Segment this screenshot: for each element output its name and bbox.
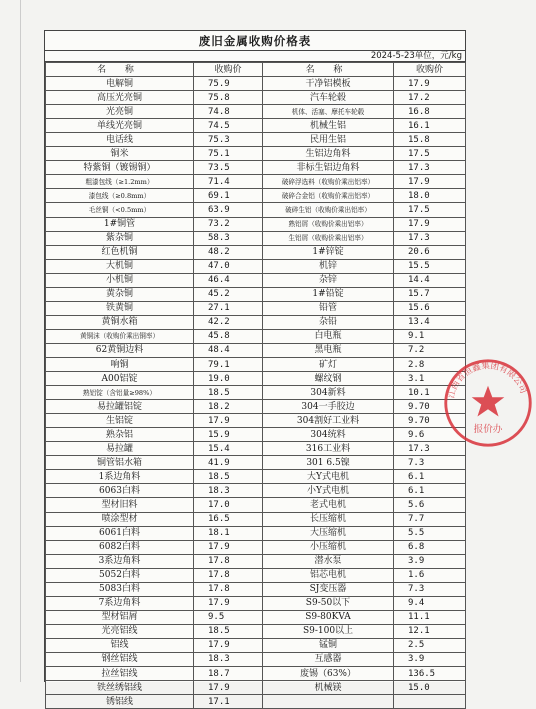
item-price-right: 15.7 [394,287,466,301]
table-row [46,624,466,638]
item-name-left: 6061白料 [46,526,194,540]
item-name-left: 高压光亮铜 [46,91,194,105]
item-name-left: 光亮铜 [46,105,194,119]
item-name-left: 毛丝铜（<0.5mm） [46,203,194,217]
item-price-right [394,695,466,709]
item-name-right: 矿灯 [263,357,394,371]
item-name-right: 熟铝屑（收购价乘出铝率） [263,217,394,231]
date-unit-line: 2024-5-23单位，元/kg [45,51,465,62]
item-name-right: 304割好工业料 [263,414,394,428]
item-name-right: S9-100以上 [263,624,394,638]
item-price-left: 45.2 [194,287,263,301]
item-price-left: 18.5 [194,624,263,638]
table-row [46,470,466,484]
item-name-left: 小机铜 [46,273,194,287]
item-price-left: 17.8 [194,554,263,568]
item-price-left: 17.9 [194,638,263,652]
item-price-left: 58.3 [194,231,263,245]
item-price-right: 2.8 [394,357,466,371]
item-name-left: 黄铜水箱 [46,315,194,329]
item-price-right: 17.9 [394,77,466,91]
item-price-left: 45.8 [194,329,263,343]
seal-star-icon [472,386,505,417]
item-name-right: 1#锌锭 [263,245,394,259]
item-name-right [263,695,394,709]
item-name-right: 破碎合金铝（收购价乘出铝率） [263,189,394,203]
item-price-left: 18.3 [194,652,263,666]
item-price-right: 17.3 [394,161,466,175]
item-name-left: 5052白料 [46,568,194,582]
item-price-left: 15.4 [194,442,263,456]
table-row [46,91,466,105]
item-price-right: 2.5 [394,638,466,652]
item-name-right: SJ变压器 [263,582,394,596]
table-row [46,77,466,91]
item-name-left: 粗漆包线（≥1.2mm） [46,175,194,189]
table-row [46,287,466,301]
item-price-right: 7.3 [394,582,466,596]
document-title: 废旧金属收购价格表 [45,31,465,51]
item-name-right: 1#铅锭 [263,287,394,301]
item-price-left: 9.5 [194,610,263,624]
item-name-left: 3系边角料 [46,554,194,568]
table-row [46,512,466,526]
seal-ring-text: 江西省恒鑫集团有限公司 [446,361,529,400]
item-price-right: 17.2 [394,91,466,105]
table-row [46,582,466,596]
item-name-right: 小压缩机 [263,540,394,554]
item-price-left: 75.3 [194,133,263,147]
item-name-left: 62黄铜边料 [46,343,194,357]
item-name-left: 1#铜管 [46,217,194,231]
item-name-left: 大机铜 [46,259,194,273]
item-price-right: 3.9 [394,554,466,568]
item-price-right: 17.9 [394,217,466,231]
item-price-right: 6.1 [394,484,466,498]
table-row [46,189,466,203]
item-price-right: 6.1 [394,470,466,484]
item-name-left: 6082白料 [46,540,194,554]
item-price-left: 46.4 [194,273,263,287]
table-row [46,329,466,343]
item-price-left: 18.1 [194,526,263,540]
item-name-left: 铜管铝水箱 [46,456,194,470]
item-name-right: 潜水泵 [263,554,394,568]
header-price-left: 收购价 [194,63,263,77]
header-name-right: 名 称 [263,63,394,77]
item-price-right: 9.6 [394,428,466,442]
item-name-right: 304一手胶边 [263,400,394,414]
item-name-right: 生铝边角料 [263,147,394,161]
item-price-right: 12.1 [394,624,466,638]
item-name-right: 白电瓶 [263,329,394,343]
item-price-left: 17.8 [194,568,263,582]
item-price-left: 19.0 [194,372,263,386]
item-name-left: 电话线 [46,133,194,147]
item-price-left: 16.5 [194,512,263,526]
table-row [46,554,466,568]
item-price-right: 15.0 [394,681,466,695]
table-row [46,386,466,400]
table-row [46,147,466,161]
item-price-right: 17.5 [394,147,466,161]
item-name-right: 老式电机 [263,498,394,512]
item-price-right: 20.6 [394,245,466,259]
table-row [46,652,466,666]
table-row [46,175,466,189]
item-name-left: 铝线 [46,638,194,652]
item-price-right: 9.70 [394,414,466,428]
item-name-right: 破碎浮选料（收购价乘出铝率） [263,175,394,189]
item-price-right: 5.6 [394,498,466,512]
table-row [46,568,466,582]
table-row [46,273,466,287]
item-name-left: 易拉罐铝锭 [46,400,194,414]
item-price-right: 3.9 [394,652,466,666]
table-row [46,301,466,315]
item-name-right: 民用生铝 [263,133,394,147]
table-row [46,217,466,231]
item-name-left: 紫杂铜 [46,231,194,245]
item-name-right: 304统料 [263,428,394,442]
item-price-right: 9.70 [394,400,466,414]
table-row [46,667,466,681]
item-price-right: 15.5 [394,259,466,273]
table-row [46,526,466,540]
item-name-left: 电解铜 [46,77,194,91]
item-price-left: 17.9 [194,596,263,610]
item-name-left: A00铝锭 [46,372,194,386]
table-row [46,372,466,386]
item-price-right: 18.0 [394,189,466,203]
item-name-left: 6063白料 [46,484,194,498]
table-row [46,119,466,133]
item-name-left: 锈铝线 [46,695,194,709]
item-price-left: 48.2 [194,245,263,259]
header-name-left: 名 称 [46,63,194,77]
item-name-left: 拉丝铝线 [46,667,194,681]
item-price-left: 17.0 [194,498,263,512]
item-name-left: 单线光亮铜 [46,119,194,133]
item-name-right: S9-50以下 [263,596,394,610]
item-price-left: 47.0 [194,259,263,273]
item-price-right: 16.1 [394,119,466,133]
item-name-right: 干净铝模板 [263,77,394,91]
item-name-left: 铁黄铜 [46,301,194,315]
item-name-left: 7系边角料 [46,596,194,610]
price-table [45,62,466,709]
table-row [46,695,466,709]
table-row [46,315,466,329]
table-row [46,442,466,456]
item-price-right: 16.8 [394,105,466,119]
item-name-right: 杂锌 [263,273,394,287]
item-price-left: 17.8 [194,582,263,596]
table-row [46,610,466,624]
item-price-left: 73.5 [194,161,263,175]
item-name-right: 互感器 [263,652,394,666]
item-name-left: 型材旧料 [46,498,194,512]
item-price-right: 14.4 [394,273,466,287]
item-name-left: 铁丝绣铝线 [46,681,194,695]
item-name-left: 光亮铝线 [46,624,194,638]
item-price-right: 11.1 [394,610,466,624]
item-name-right: 破碎生铝（收购价乘出铝率） [263,203,394,217]
item-name-right: 生铝屑（收购价乘出铝率） [263,231,394,245]
table-row [46,357,466,371]
item-price-left: 42.2 [194,315,263,329]
item-name-left: 黄杂铜 [46,287,194,301]
item-price-left: 18.5 [194,386,263,400]
item-price-left: 71.4 [194,175,263,189]
item-price-right: 17.3 [394,231,466,245]
item-price-right: 9.1 [394,329,466,343]
item-price-left: 69.1 [194,189,263,203]
table-row [46,596,466,610]
table-row [46,105,466,119]
item-price-right: 9.4 [394,596,466,610]
item-name-right: 铝芯电机 [263,568,394,582]
page-edge-line [20,0,21,682]
item-price-left: 17.9 [194,540,263,554]
item-name-right: 301 6.5镍 [263,456,394,470]
item-name-right: 机械镁 [263,681,394,695]
table-row [46,681,466,695]
table-row [46,498,466,512]
item-name-right: 机锌 [263,259,394,273]
item-name-left: 钢丝铝线 [46,652,194,666]
item-price-left: 74.5 [194,119,263,133]
item-price-right: 15.8 [394,133,466,147]
item-price-right: 1.6 [394,568,466,582]
item-name-right: 锰铜 [263,638,394,652]
item-name-right: 黑电瓶 [263,343,394,357]
item-name-left: 喷涂型材 [46,512,194,526]
item-price-right: 7.2 [394,343,466,357]
item-name-right: 机体、活塞、摩托车轮毂 [263,105,394,119]
table-row [46,456,466,470]
table-row [46,638,466,652]
item-name-left: 型材铝屑 [46,610,194,624]
item-price-left: 79.1 [194,357,263,371]
item-name-right: 小Y式电机 [263,484,394,498]
item-price-right: 17.5 [394,203,466,217]
item-price-left: 18.7 [194,667,263,681]
table-row [46,259,466,273]
table-row [46,484,466,498]
item-name-right: 大压缩机 [263,526,394,540]
table-row [46,540,466,554]
item-name-left: 1系边角料 [46,470,194,484]
item-price-left: 17.9 [194,414,263,428]
item-price-left: 75.1 [194,147,263,161]
item-price-left: 74.8 [194,105,263,119]
item-name-right: 废锡（63%） [263,667,394,681]
item-name-left: 漆包线（≥0.8mm） [46,189,194,203]
price-sheet [44,30,466,707]
item-name-left: 响铜 [46,357,194,371]
item-name-right: 机械生铝 [263,119,394,133]
table-header-row [46,63,466,77]
table-row [46,133,466,147]
item-price-left: 41.9 [194,456,263,470]
item-price-right: 136.5 [394,667,466,681]
item-price-right: 10.1 [394,386,466,400]
seal-center-text: 报价办 [473,423,503,435]
item-name-right: S9-80KVA [263,610,394,624]
item-price-left: 75.8 [194,91,263,105]
item-name-left: 熟杂铝 [46,428,194,442]
item-name-right: 316工业料 [263,442,394,456]
item-name-right: 长压缩机 [263,512,394,526]
item-price-left: 17.9 [194,681,263,695]
table-row [46,231,466,245]
item-price-left: 63.9 [194,203,263,217]
item-name-right: 汽车轮毂 [263,91,394,105]
item-name-right: 螺纹钢 [263,372,394,386]
table-row [46,245,466,259]
item-price-right: 5.5 [394,526,466,540]
item-name-right: 非标生铝边角料 [263,161,394,175]
item-price-left: 15.9 [194,428,263,442]
item-price-left: 18.3 [194,484,263,498]
item-price-left: 27.1 [194,301,263,315]
item-name-right: 大Y式电机 [263,470,394,484]
item-price-right: 17.3 [394,442,466,456]
item-name-left: 生铝锭 [46,414,194,428]
item-price-right: 7.3 [394,456,466,470]
item-name-left: 特紫铜（镀锡铜） [46,161,194,175]
item-name-left: 红色机铜 [46,245,194,259]
item-price-left: 48.4 [194,343,263,357]
table-row [46,414,466,428]
table-row [46,161,466,175]
table-row [46,428,466,442]
header-price-right: 收购价 [394,63,466,77]
item-price-right: 6.8 [394,540,466,554]
item-price-left: 73.2 [194,217,263,231]
item-name-left: 铜米 [46,147,194,161]
item-price-left: 17.1 [194,695,263,709]
item-price-left: 75.9 [194,77,263,91]
item-price-right: 3.1 [394,372,466,386]
table-row [46,400,466,414]
item-name-left: 5083白料 [46,582,194,596]
item-price-right: 13.4 [394,315,466,329]
item-name-left: 易拉罐 [46,442,194,456]
table-row [46,203,466,217]
item-name-right: 铅管 [263,301,394,315]
item-price-left: 18.2 [194,400,263,414]
table-row [46,343,466,357]
item-price-right: 17.9 [394,175,466,189]
item-name-right: 304新料 [263,386,394,400]
item-price-right: 15.6 [394,301,466,315]
item-price-left: 18.5 [194,470,263,484]
item-price-right: 7.7 [394,512,466,526]
item-name-left: 黄铜沫（收购价乘出铜率） [46,329,194,343]
item-name-right: 杂铅 [263,315,394,329]
item-name-left: 熟铝锭（含铝量≥98%） [46,386,194,400]
